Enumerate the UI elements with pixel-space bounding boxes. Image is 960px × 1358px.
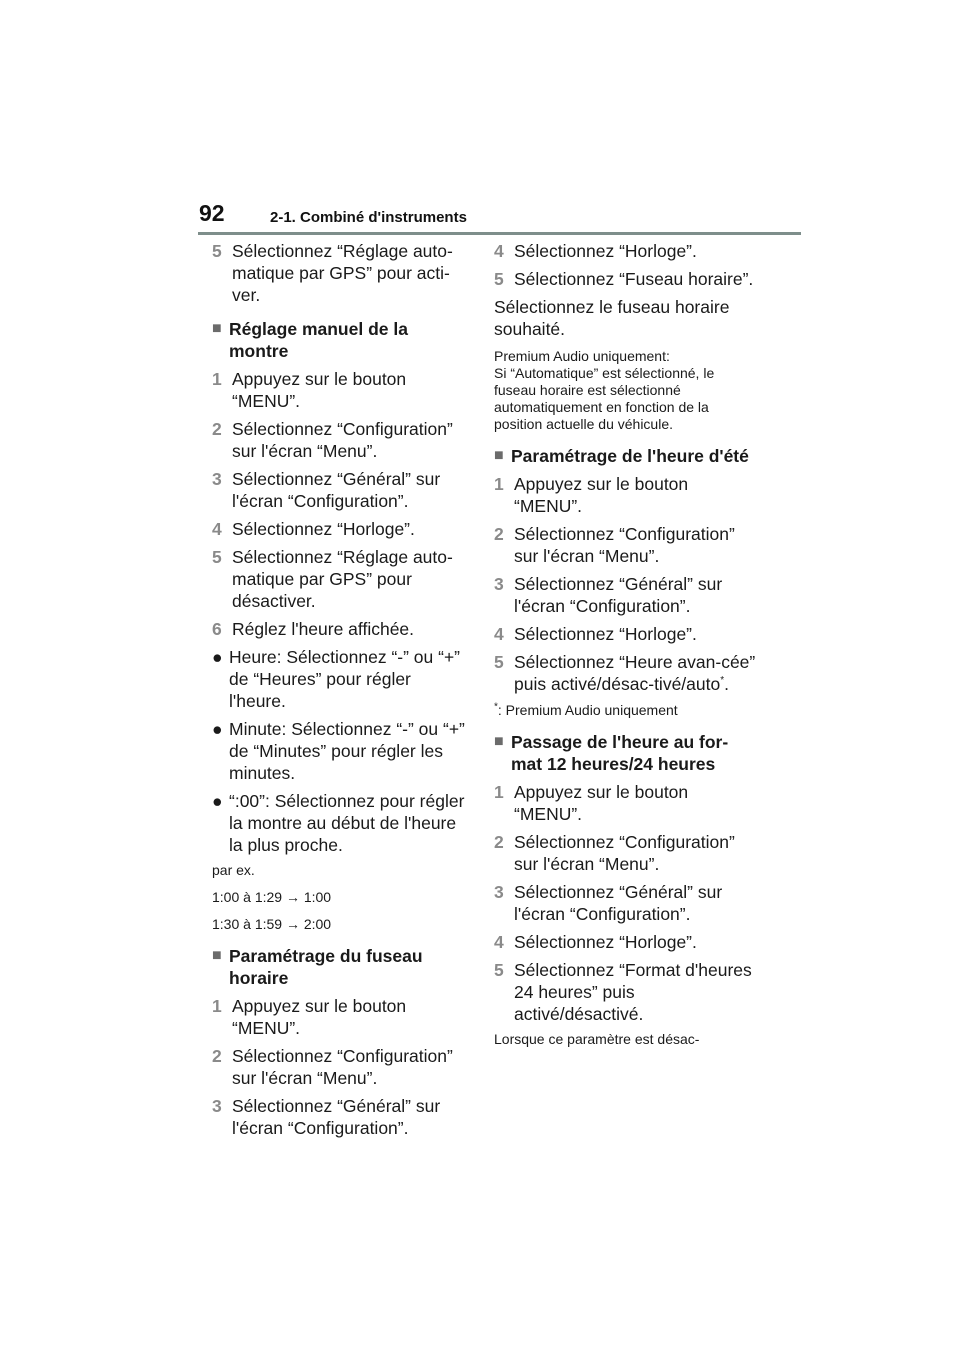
step-text: Sélectionnez “Configuration” sur l'écran “Menu”. [232, 419, 453, 461]
step-text: Sélectionnez “Général” sur l'écran “Configuration”. [232, 469, 441, 511]
step-text: Sélectionnez “Réglage auto-matique par GPS” pour désactiver. [232, 547, 453, 611]
footnote-text: : Premium Audio uniquement [497, 702, 678, 718]
step-item [494, 240, 759, 262]
step-item [212, 1045, 467, 1089]
step-number: 4 [212, 519, 222, 539]
step-number: 4 [494, 932, 504, 952]
step-number: 1 [212, 369, 222, 389]
step-text [514, 651, 759, 695]
filled-circle-icon: ● [212, 719, 223, 739]
step-item [494, 881, 759, 925]
square-bullet-icon: ■ [494, 733, 504, 750]
left-column [212, 240, 467, 1145]
step-item [212, 995, 467, 1039]
bullet-item [212, 718, 467, 784]
step-number: 3 [494, 574, 504, 594]
step-text: Sélectionnez “Général” sur l'écran “Configuration”. [514, 574, 723, 616]
section-heading-manual [212, 318, 467, 362]
step-number: 3 [212, 469, 222, 489]
step-text: Sélectionnez “Horloge”. [514, 932, 697, 952]
step-number: 1 [212, 996, 222, 1016]
section-heading-format [494, 731, 759, 775]
heading-text: Paramétrage du fuseau horaire [229, 946, 423, 988]
step-item [494, 623, 759, 645]
step-number: 5 [494, 269, 504, 289]
heading-text: Paramétrage de l'heure d'été [511, 446, 749, 466]
step-text: Appuyez sur le bouton “MENU”. [514, 474, 689, 516]
right-column [494, 240, 759, 1058]
page-number: 92 [199, 200, 225, 226]
step-number: 3 [212, 1096, 222, 1116]
bullet-text: “:00”: Sélectionnez pour régler la montre au début de l'heure la plus proche. [229, 791, 465, 855]
step-number: 6 [212, 619, 222, 639]
step-text: Sélectionnez “Horloge”. [514, 241, 697, 261]
step-item [212, 1095, 467, 1139]
step-item [494, 473, 759, 517]
square-bullet-icon: ■ [212, 320, 222, 337]
step-number: 1 [494, 474, 504, 494]
step-item [212, 468, 467, 512]
heading-text: Réglage manuel de la montre [229, 319, 408, 361]
example-line: 1:00 à 1:29 → 1:00 [212, 889, 332, 905]
step-item [494, 523, 759, 567]
step-number: 2 [494, 832, 504, 852]
bullet-item [212, 646, 467, 712]
step-text: Sélectionnez “Configuration” sur l'écran “Menu”. [514, 524, 735, 566]
step-item [494, 831, 759, 875]
timezone-paragraph: Sélectionnez le fuseau horaire souhaité. [494, 297, 730, 339]
example-line: 1:30 à 1:59 → 2:00 [212, 916, 332, 932]
premium-note-body: Si “Automatique” est sélectionné, le fuseau horaire est sélectionné automatiquement en fonction de la position actuelle du véhicule. [494, 365, 715, 432]
step-text: Réglez l'heure affichée. [232, 619, 415, 639]
premium-note [494, 348, 759, 433]
step-text: Appuyez sur le bouton “MENU”. [232, 996, 407, 1038]
bullet-text: Heure: Sélectionnez “-” ou “+” de “Heures” pour régler l'heure. [229, 647, 461, 711]
bullet-item [212, 790, 467, 856]
step-text: Appuyez sur le bouton “MENU”. [232, 369, 407, 411]
step-text: Sélectionnez “Format d'heures 24 heures” puis activé/désactivé. [514, 960, 752, 1024]
section-heading-dst [494, 445, 759, 467]
step-number: 5 [212, 547, 222, 567]
square-bullet-icon: ■ [212, 947, 222, 964]
step-text: Sélectionnez “Horloge”. [232, 519, 415, 539]
step-number: 2 [212, 419, 222, 439]
step-number: 5 [212, 241, 222, 261]
step-item [494, 781, 759, 825]
step-item [494, 573, 759, 617]
footnote-marker: * [720, 675, 725, 687]
example-label: par ex. [212, 862, 255, 878]
step-text: Sélectionnez “Horloge”. [514, 624, 697, 644]
step-text: Sélectionnez “Configuration” sur l'écran “Menu”. [232, 1046, 453, 1088]
step-item [212, 546, 467, 612]
trailing-note: Lorsque ce paramètre est désac- [494, 1031, 700, 1047]
step-text-period: . [724, 674, 730, 694]
square-bullet-icon: ■ [494, 447, 504, 464]
step-text: Sélectionnez “Général” sur l'écran “Configuration”. [514, 882, 723, 924]
step-item [212, 368, 467, 412]
step-number: 5 [494, 960, 504, 980]
section-title: 2-1. Combiné d'instruments [270, 209, 467, 226]
step-item [494, 268, 759, 290]
step-number: 4 [494, 241, 504, 261]
step-text: Appuyez sur le bouton “MENU”. [514, 782, 689, 824]
step-text: Sélectionnez “Configuration” sur l'écran “Menu”. [514, 832, 735, 874]
step-text: Sélectionnez “Fuseau horaire”. [514, 269, 754, 289]
step-item [494, 959, 759, 1025]
filled-circle-icon: ● [212, 791, 223, 811]
step-number: 2 [212, 1046, 222, 1066]
step-item [212, 618, 467, 640]
step-text-body: Sélectionnez “Heure avan-cée” puis activé/désac-tivé/auto [514, 652, 756, 694]
step-text: Sélectionnez “Réglage auto-matique par GPS” pour acti-ver. [232, 241, 453, 305]
step-item [494, 651, 759, 695]
filled-circle-icon: ● [212, 647, 223, 667]
step-number: 2 [494, 524, 504, 544]
bullet-text: Minute: Sélectionnez “-” ou “+” de “Minutes” pour régler les minutes. [229, 719, 465, 783]
step-number: 3 [494, 882, 504, 902]
header-rule [198, 232, 801, 235]
step-number: 4 [494, 624, 504, 644]
step-item [212, 240, 467, 306]
premium-note-title: Premium Audio uniquement: [494, 348, 670, 364]
section-heading-timezone [212, 945, 467, 989]
step-item [212, 418, 467, 462]
footnote [494, 701, 759, 719]
step-item [494, 931, 759, 953]
step-text: Sélectionnez “Général” sur l'écran “Configuration”. [232, 1096, 441, 1138]
step-item [212, 518, 467, 540]
footnote-marker: * [494, 701, 498, 713]
step-number: 5 [494, 652, 504, 672]
step-number: 1 [494, 782, 504, 802]
heading-text: Passage de l'heure au for-mat 12 heures/24 heures [511, 732, 729, 774]
